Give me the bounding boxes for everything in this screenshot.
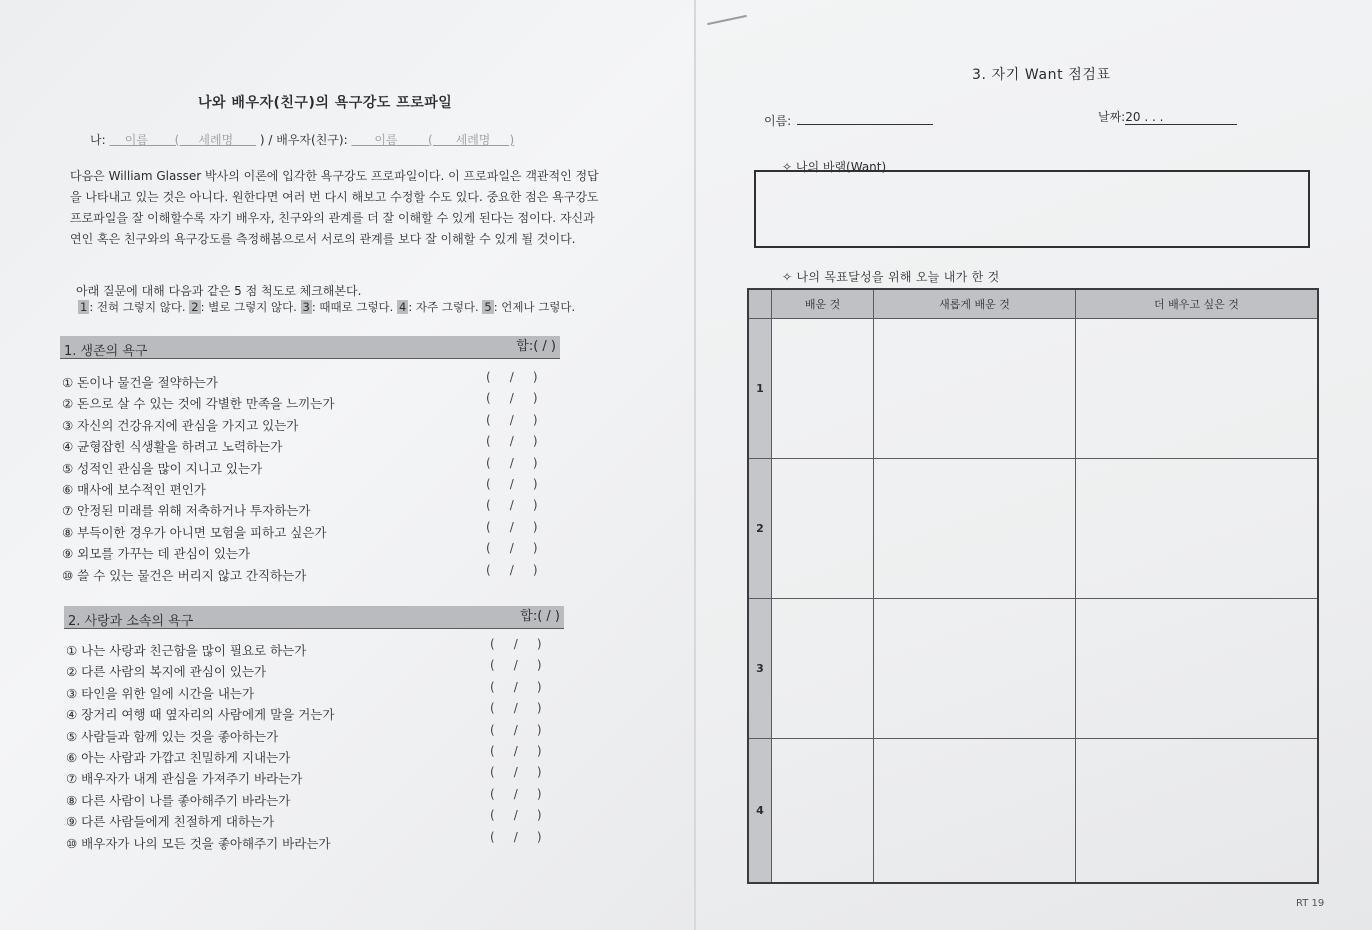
scale-item: 3 : 때때로 그렇다. bbox=[302, 300, 394, 314]
table-cell[interactable] bbox=[1075, 738, 1318, 883]
question-item: ④ 균형잡힌 식생활을 하려고 노력하는가 bbox=[62, 439, 283, 455]
spouse-name-field[interactable]: 이름 ( 세례명 ) bbox=[374, 133, 515, 147]
row-number: 1 bbox=[748, 319, 772, 459]
answer-blank[interactable]: ( / ) bbox=[486, 455, 538, 470]
me-label: 나: bbox=[90, 133, 106, 147]
question-list-survival bbox=[62, 372, 334, 586]
name-underline[interactable] bbox=[797, 124, 933, 125]
table-cell[interactable] bbox=[1075, 319, 1318, 459]
section-sum[interactable]: 합:( / ) bbox=[520, 609, 560, 624]
question-item: ② 돈으로 살 수 있는 것에 각별한 만족을 느끼는가 bbox=[62, 396, 335, 412]
answer-blank[interactable]: ( / ) bbox=[486, 412, 538, 427]
answer-blank[interactable]: ( / ) bbox=[486, 370, 538, 384]
answer-blank[interactable]: ( / ) bbox=[486, 562, 538, 577]
profile-title: 나와 배우자(친구)의 욕구강도 프로파일 bbox=[198, 95, 453, 111]
column-header: 더 배우고 싶은 것 bbox=[1075, 289, 1318, 319]
answer-blank[interactable]: ( / ) bbox=[490, 808, 542, 823]
want-label: ✧ 나의 바램(Want) bbox=[782, 160, 887, 174]
scale-item: 4 : 자주 그렇다. bbox=[398, 300, 479, 314]
question-item: ③ 자신의 건강유지에 관심을 가지고 있는가 bbox=[62, 417, 299, 433]
question-item: ③ 타인을 위한 일에 시간을 내는가 bbox=[66, 685, 255, 701]
answer-blank[interactable]: ( / ) bbox=[486, 541, 538, 556]
answer-blank[interactable]: ( / ) bbox=[490, 743, 542, 758]
section-sum[interactable]: 합:( / ) bbox=[516, 339, 556, 354]
question-item: ⑨ 다른 사람들에게 친절하게 대하는가 bbox=[66, 814, 275, 830]
date-label: 날짜: bbox=[1098, 110, 1126, 124]
section-title: 1. 생존의 욕구 bbox=[64, 344, 148, 359]
answer-blank[interactable]: ( / ) bbox=[486, 391, 538, 406]
answer-blank[interactable]: ( / ) bbox=[486, 476, 538, 491]
question-item: ⑩ 배우자가 나의 모든 것을 좋아해주기 바라는가 bbox=[66, 835, 331, 851]
scale-item: 2 : 별로 그렇지 않다. bbox=[191, 300, 297, 314]
intro-paragraph: 다음은 William Glasser 박사의 이론에 입각한 욕구강도 프로파일이다. 이 프로파일은 객관적인 정답을 나타내고 있는 것은 아니다. 원한다면 여러 번 다시 해보고 수정할 수도 있다. 중요한 점은 욕구강도 프로파일을 잘 이해할수록 자기 배우자, 친구와의 관계를 더 잘 이해할 수 있게 된다는 점이다. 자신과 연인 혹은 친구와의 욕구강도를 측정해봄으로서 서로의 관계를 보다 잘 이해할 수 있게 될 것이다. bbox=[70, 169, 599, 246]
table-cell[interactable] bbox=[874, 458, 1076, 598]
table-cell[interactable] bbox=[772, 598, 874, 738]
answer-blank[interactable]: ( / ) bbox=[490, 679, 542, 694]
answer-blank[interactable]: ( / ) bbox=[486, 434, 538, 449]
date-value[interactable]: 20 . . . bbox=[1125, 110, 1237, 125]
name-row bbox=[90, 131, 514, 148]
question-item: ⑥ 매사에 보수적인 편인가 bbox=[62, 481, 206, 497]
row-number: 2 bbox=[748, 458, 772, 598]
goal-table bbox=[747, 288, 1319, 884]
answer-blank[interactable]: ( / ) bbox=[490, 786, 542, 801]
question-item: ⑤ 성적인 관심을 많이 지니고 있는가 bbox=[62, 460, 263, 476]
table-row bbox=[748, 738, 1318, 883]
scale-item: 1 : 전혀 그렇지 않다. bbox=[80, 300, 186, 314]
answer-list-love bbox=[490, 634, 542, 848]
table-cell[interactable] bbox=[874, 598, 1076, 738]
page-footer: RT 19 bbox=[1296, 898, 1325, 909]
section-title: 2. 사랑과 소속의 욕구 bbox=[68, 614, 194, 629]
answer-blank[interactable]: ( / ) bbox=[490, 637, 542, 651]
table-cell[interactable] bbox=[772, 738, 874, 883]
answer-blank[interactable]: ( / ) bbox=[490, 701, 542, 716]
corner-cell bbox=[748, 289, 772, 319]
column-header: 배운 것 bbox=[772, 289, 874, 319]
question-item: ⑩ 쓸 수 있는 물건은 버리지 않고 간직하는가 bbox=[62, 567, 307, 583]
section-header-survival bbox=[60, 336, 560, 359]
question-item: ⑧ 부득이한 경우가 아니면 모험을 피하고 싶은가 bbox=[62, 524, 327, 540]
row-number: 3 bbox=[748, 598, 772, 738]
question-item: ④ 장거리 여행 때 옆자리의 사람에게 말을 거는가 bbox=[66, 707, 335, 723]
table-cell[interactable] bbox=[1075, 458, 1318, 598]
want-checklist-title: 3. 자기 Want 점검표 bbox=[972, 67, 1111, 83]
answer-blank[interactable]: ( / ) bbox=[490, 829, 542, 844]
table-row bbox=[748, 458, 1318, 598]
question-item: ⑧ 다른 사람이 나를 좋아해주기 바라는가 bbox=[66, 792, 291, 808]
question-list-love bbox=[66, 640, 334, 854]
name-label: 이름: bbox=[764, 114, 792, 128]
question-item: ⑦ 안정된 미래를 위해 저축하거나 투자하는가 bbox=[62, 503, 311, 519]
answer-blank[interactable]: ( / ) bbox=[486, 519, 538, 534]
goal-label: ✧ 나의 목표달성을 위해 오늘 내가 한 것 bbox=[782, 270, 1000, 284]
date-field[interactable] bbox=[1098, 108, 1237, 125]
question-item: ⑤ 사람들과 함께 있는 것을 좋아하는가 bbox=[66, 728, 279, 744]
question-item: ⑦ 배우자가 내게 관심을 가져주기 바라는가 bbox=[66, 771, 303, 787]
answer-blank[interactable]: ( / ) bbox=[490, 658, 542, 673]
table-cell[interactable] bbox=[772, 319, 874, 459]
answer-blank[interactable]: ( / ) bbox=[486, 498, 538, 513]
table-cell[interactable] bbox=[874, 738, 1076, 883]
table-row bbox=[748, 598, 1318, 738]
answer-blank[interactable]: ( / ) bbox=[490, 722, 542, 737]
want-box[interactable] bbox=[754, 170, 1310, 248]
table-header-row bbox=[748, 289, 1318, 319]
spouse-label: ) / 배우자(친구): bbox=[259, 133, 348, 147]
column-header: 새롭게 배운 것 bbox=[874, 289, 1076, 319]
question-item: ⑥ 아는 사람과 가깝고 친밀하게 지내는가 bbox=[66, 749, 291, 765]
question-item: ① 돈이나 물건을 절약하는가 bbox=[62, 375, 218, 390]
name-field[interactable] bbox=[764, 112, 933, 129]
table-cell[interactable] bbox=[1075, 598, 1318, 738]
question-item: ② 다른 사람의 복지에 관심이 있는가 bbox=[66, 664, 267, 680]
table-cell[interactable] bbox=[772, 458, 874, 598]
question-item: ⑨ 외모를 가꾸는 데 관심이 있는가 bbox=[62, 546, 251, 562]
section-header-love bbox=[64, 606, 564, 629]
scale-item: 5 : 언제나 그렇다. bbox=[484, 300, 576, 314]
question-item: ① 나는 사랑과 친근함을 많이 필요로 하는가 bbox=[66, 643, 307, 658]
me-name-field[interactable]: 이름 ( 세례명 bbox=[124, 133, 234, 147]
answer-blank[interactable]: ( / ) bbox=[490, 765, 542, 780]
instruction-text: 아래 질문에 대해 다음과 같은 5 점 척도로 체크해본다. bbox=[76, 284, 362, 298]
table-row bbox=[748, 319, 1318, 459]
row-number: 4 bbox=[748, 738, 772, 883]
scale-legend bbox=[78, 299, 575, 315]
table-cell[interactable] bbox=[874, 319, 1076, 459]
answer-list-survival bbox=[486, 367, 538, 581]
